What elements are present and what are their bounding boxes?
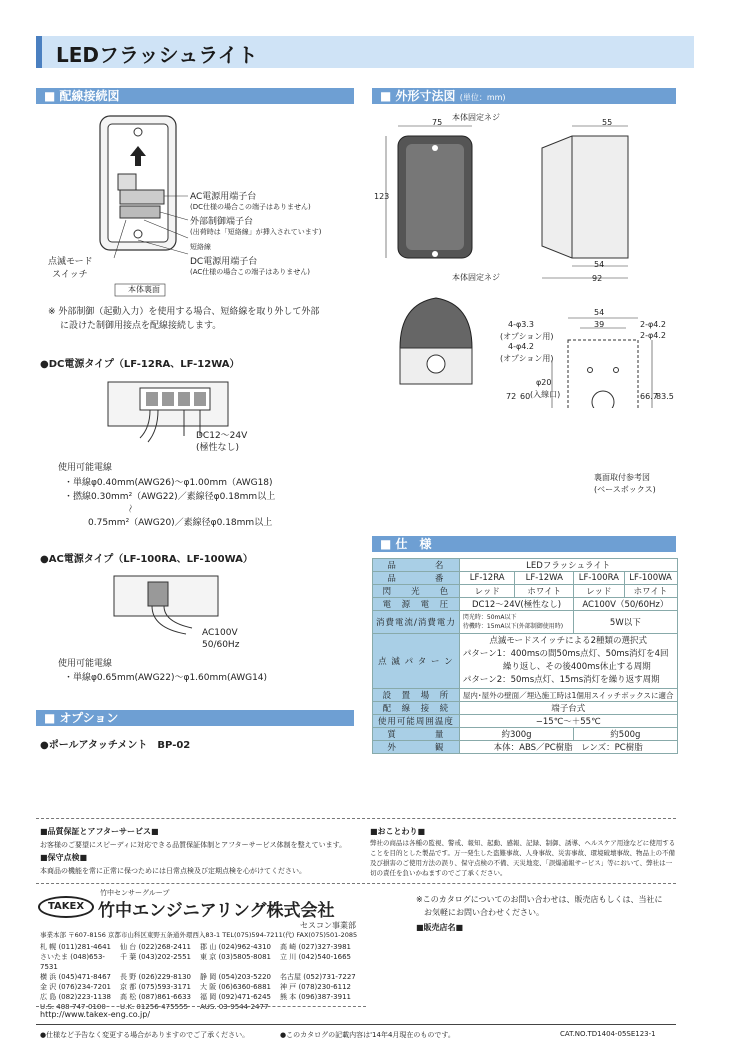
spec-table bbox=[372, 558, 678, 754]
dc-wire-tilde: 〜 bbox=[124, 503, 135, 514]
disclaimer-1: ●仕様など予告なく変更する場合がありますのでご了承ください。 bbox=[40, 1031, 250, 1039]
spec-row bbox=[373, 728, 678, 741]
company-url[interactable]: http://www.takex-eng.co.jp/ bbox=[40, 1010, 151, 1019]
office-entry: 長 野 (026)229-8130 bbox=[120, 973, 191, 981]
dc-wire-heading: 使用可能電線 bbox=[58, 463, 113, 473]
dim-w75: 75 bbox=[432, 118, 443, 127]
section-wiring: ■ 配線接続図 bbox=[36, 88, 354, 104]
spec-cell-line: パターン1：400msの間50ms点灯、50ms消灯を4回 bbox=[462, 649, 669, 659]
short-wire-label: 短絡線 bbox=[190, 243, 211, 251]
spec-row bbox=[373, 715, 678, 728]
office-entry: 熊 本 (096)387-3911 bbox=[280, 993, 351, 1001]
spec-row bbox=[373, 741, 678, 754]
spec-row bbox=[373, 572, 678, 585]
page-title-bar bbox=[36, 36, 694, 68]
wiring-note-1: ※ 外部制御（起動入力）を使用する場合、短絡線を取り外して外部 bbox=[48, 307, 320, 317]
dim-screw-top: 本体固定ネジ bbox=[452, 113, 500, 122]
spec-label: 電 源 電 圧 bbox=[373, 598, 460, 611]
office-entry: U.S. 408-747-0100 bbox=[40, 1003, 106, 1011]
spec-cell bbox=[459, 634, 677, 689]
spec-label: 品 名 bbox=[373, 559, 460, 572]
dc-wire-1: ・単線φ0.40mm(AWG26)〜φ1.00mm（AWG18) bbox=[64, 478, 273, 488]
spec-label: 消費電流/消費電力 bbox=[373, 611, 460, 634]
maint-title: ■保守点検■ bbox=[40, 853, 88, 862]
base-caption-1: 裏面取付参考図 bbox=[594, 473, 650, 482]
spec-cell: ホワイト bbox=[624, 585, 677, 598]
ac-terminal-label: AC電源用端子台 bbox=[190, 192, 257, 202]
office-entry: 広 島 (082)223-1138 bbox=[40, 993, 111, 1001]
dc-wire-3: 0.75mm²（AWG20)／素線径φ0.18mm以上 bbox=[88, 518, 273, 528]
dealer-label: ■販売店名■ bbox=[416, 923, 464, 932]
ac-terminal-note: (DC仕様の場合この端子はありません) bbox=[190, 203, 311, 211]
takex-logo: TAKEX bbox=[38, 896, 94, 918]
catalog-number: CAT.NO.TD1404-05SE123-1 bbox=[560, 1030, 656, 1038]
dim-w92: 92 bbox=[592, 274, 603, 283]
ac-supply-1: AC100V bbox=[202, 628, 238, 638]
spec-cell: 約300g bbox=[459, 728, 573, 741]
dim-hole-a4: (オプション用) bbox=[500, 354, 554, 363]
spec-label: 点 滅 パ タ ー ン bbox=[373, 634, 460, 689]
dim-hole-b2: 2-φ4.2 bbox=[640, 331, 666, 340]
office-entry: さいたま (048)653-7531 bbox=[40, 953, 105, 971]
office-entry: AUS. 03-9544-2477 bbox=[200, 1003, 269, 1011]
dim-v667: 66.7 bbox=[640, 392, 658, 401]
base-caption-2: (ベースボックス) bbox=[594, 485, 656, 494]
ac-wire-heading: 使用可能電線 bbox=[58, 659, 113, 669]
dc-terminal-label: DC電源用端子台 bbox=[190, 257, 258, 267]
footer-rule bbox=[36, 1024, 676, 1025]
spec-label: 外 観 bbox=[373, 741, 460, 754]
spec-cell: AC100V（50/60Hz） bbox=[574, 598, 677, 611]
office-entry: 福 岡 (092)471-6245 bbox=[200, 993, 271, 1001]
office-entry: 静 岡 (054)203-5220 bbox=[200, 973, 271, 981]
office-entry: 立 川 (042)540-1665 bbox=[280, 953, 351, 961]
section-outline-title: ■ 外形寸法図 bbox=[380, 89, 456, 103]
ac-type-heading: ●AC電源タイプ（LF-100RA、LF-100WA） bbox=[40, 554, 253, 565]
notice-text: 弊社の商品は各種の監視、警戒、報知、起動、感報、記録、制御、誘導、ヘルスケア用途などに使用することを目的とした製品です。万一発生した盗難事故、人身事故、災害事故、環境破壊事故、物品上の不備及び損害のご使用方法の誤り、保守点検の不備、天災地変、「誤爆通報サービス」等において、弊社は一切の責任を負いかねますのでご了承ください。 bbox=[370, 839, 676, 877]
spec-label: 使用可能周囲温度 bbox=[373, 715, 460, 728]
ext-terminal-note: (出荷時は「短絡線」が挿入されています) bbox=[190, 228, 322, 236]
quality-title: ■品質保証とアフターサービス■ bbox=[40, 827, 159, 836]
mode-switch-label-1: 点滅モード bbox=[48, 257, 93, 267]
spec-label: 質 量 bbox=[373, 728, 460, 741]
dim-b54: 54 bbox=[594, 308, 605, 317]
spec-cell: 5W以下 bbox=[574, 611, 677, 634]
spec-cell-line: 点滅モードスイッチによる2種類の選択式 bbox=[489, 636, 648, 646]
office-entry: 仙 台 (022)268-2411 bbox=[120, 943, 191, 951]
spec-cell: LF-100WA bbox=[624, 572, 677, 585]
option-item: ●ポールアタッチメント BP-02 bbox=[40, 740, 191, 751]
office-list bbox=[40, 942, 360, 1012]
office-entry: 大 阪 (06)6360-6881 bbox=[200, 983, 271, 991]
office-entry: 横 浜 (045)471-8467 bbox=[40, 973, 111, 981]
office-entry: 名古屋 (052)731-7227 bbox=[280, 973, 356, 981]
dim-w55: 55 bbox=[602, 118, 613, 127]
office-entry: 郡 山 (024)962-4310 bbox=[200, 943, 271, 951]
page-title: LEDフラッシュライト bbox=[56, 43, 258, 67]
spec-row bbox=[373, 702, 678, 715]
spec-row bbox=[373, 585, 678, 598]
ext-terminal-label: 外部制御端子台 bbox=[190, 217, 254, 227]
catalog-note-2: お気軽にお問い合わせください。 bbox=[424, 908, 544, 917]
spec-cell-line: 繰り返し、その後400ms休止する周期 bbox=[502, 662, 651, 672]
spec-cell: レッド bbox=[459, 585, 515, 598]
spec-row bbox=[373, 611, 678, 634]
office-entry: U.K. 01256-475555 bbox=[120, 1003, 188, 1011]
dim-screw-bottom: 本体固定ネジ bbox=[452, 273, 500, 282]
spec-cell: 屋内･屋外の壁面／埋込施工時は1個用スイッチボックスに適合 bbox=[459, 689, 677, 702]
office-entry: 千 葉 (043)202-2551 bbox=[120, 953, 191, 961]
back-label: 本体裏面 bbox=[128, 285, 160, 294]
quality-text: お客様のご要望にスピーディに対応できる品質保証体制とアフターサービス体制を整えています。 bbox=[40, 841, 347, 849]
office-entry: 神 戸 (078)230-6112 bbox=[280, 983, 351, 991]
spec-row bbox=[373, 559, 678, 572]
dim-b39: 39 bbox=[594, 320, 605, 329]
spec-cell bbox=[459, 611, 573, 634]
spec-label: 設 置 場 所 bbox=[373, 689, 460, 702]
section-option: ■ オプション bbox=[36, 710, 354, 726]
footer-divider bbox=[36, 883, 676, 884]
ac-wire-1: ・単線φ0.65mm(AWG22)〜φ1.60mm(AWG14) bbox=[64, 673, 268, 683]
hq-address: 事業本部 〒607-8156 京都市山科区東野五条通外環西入83-1 TEL(075)594-7211(代) FAX(075)501-2085 bbox=[40, 931, 358, 939]
spec-cell: −15℃〜＋55℃ bbox=[459, 715, 677, 728]
wiring-note-2: に設けた制御用接点を配線接続します。 bbox=[60, 321, 222, 331]
spec-cell: 端子台式 bbox=[459, 702, 677, 715]
spec-cell-line: 待機時：15mA以下(外部制御使用時) bbox=[462, 623, 564, 630]
footer-divider bbox=[36, 1006, 366, 1007]
spec-row bbox=[373, 634, 678, 689]
dc-type-heading: ●DC電源タイプ（LF-12RA、LF-12WA） bbox=[40, 359, 240, 370]
office-entry: 高 松 (087)861-6633 bbox=[120, 993, 191, 1001]
maint-text: 本商品の機能を常に正常に保つためには日常点検及び定期点検を心がけてください。 bbox=[40, 867, 306, 875]
dim-v72: 72 bbox=[506, 392, 517, 401]
notice-title: ■おことわり■ bbox=[370, 827, 426, 836]
group-name: 竹中センサーグループ bbox=[100, 889, 170, 897]
spec-cell: LF-100RA bbox=[574, 572, 624, 585]
dim-v60: 60 bbox=[520, 392, 531, 401]
office-entry: 札 幌 (011)281-4641 bbox=[40, 943, 111, 951]
mode-switch-label-2: スイッチ bbox=[52, 270, 88, 280]
spec-label: 閃 光 色 bbox=[373, 585, 460, 598]
spec-cell-line: パターン2：50ms点灯、15ms消灯を繰り返す周期 bbox=[462, 675, 660, 685]
spec-cell: LF-12RA bbox=[459, 572, 515, 585]
spec-cell: 約500g bbox=[574, 728, 677, 741]
office-entry: 京 都 (075)593-3171 bbox=[120, 983, 191, 991]
dc-supply-2: (極性なし) bbox=[196, 443, 240, 453]
section-outline-unit: (単位：mm) bbox=[459, 93, 506, 102]
spec-label: 配 線 接 続 bbox=[373, 702, 460, 715]
section-outline bbox=[372, 88, 676, 104]
spec-cell: DC12〜24V(極性なし) bbox=[459, 598, 573, 611]
dc-wire-2: ・撚線0.30mm²（AWG22)／素線径φ0.18mm以上 bbox=[64, 492, 276, 502]
dim-entry-1: φ20 bbox=[536, 378, 552, 387]
office-entry: 金 沢 (076)234-7201 bbox=[40, 983, 111, 991]
catalog-note-1: ※このカタログについてのお問い合わせは、販売店もしくは、当社に bbox=[416, 895, 663, 904]
section-spec: ■ 仕 様 bbox=[372, 536, 676, 552]
office-entry bbox=[280, 1002, 360, 1012]
footer-divider bbox=[36, 818, 676, 819]
spec-cell: ホワイト bbox=[515, 585, 574, 598]
dim-hole-b1: 2-φ4.2 bbox=[640, 320, 666, 329]
spec-row bbox=[373, 598, 678, 611]
dim-h123: 123 bbox=[374, 192, 390, 201]
disclaimer-2: ●このカタログの記載内容は'14年4月現在のものです。 bbox=[280, 1031, 455, 1039]
spec-label: 品 番 bbox=[373, 572, 460, 585]
dim-w54: 54 bbox=[594, 260, 605, 269]
dim-hole-a2: (オプション用) bbox=[500, 332, 554, 341]
spec-cell: 本体：ABS／PC樹脂 レンズ：PC樹脂 bbox=[459, 741, 677, 754]
dim-entry-2: (入線口) bbox=[530, 390, 561, 399]
spec-row bbox=[373, 689, 678, 702]
company-name: 竹中エンジニアリング株式会社 bbox=[98, 901, 335, 921]
dc-supply-1: DC12〜24V bbox=[196, 431, 248, 441]
spec-cell: LEDフラッシュライト bbox=[459, 559, 677, 572]
ac-supply-2: 50/60Hz bbox=[202, 640, 240, 650]
dc-terminal-note: (AC仕様の場合この端子はありません) bbox=[190, 268, 311, 276]
spec-cell: レッド bbox=[574, 585, 624, 598]
spec-cell: LF-12WA bbox=[515, 572, 574, 585]
office-entry: 東 京 (03)5805-8081 bbox=[200, 953, 271, 961]
company-dept: セスコン事業部 bbox=[300, 921, 356, 930]
office-entry: 高 崎 (027)327-3981 bbox=[280, 943, 351, 951]
dim-hole-a3: 4-φ4.2 bbox=[508, 342, 534, 351]
spec-cell-line: 閃光時：50mA以下 bbox=[462, 614, 517, 621]
dim-v835: 83.5 bbox=[656, 392, 674, 401]
dim-hole-a1: 4-φ3.3 bbox=[508, 320, 534, 329]
